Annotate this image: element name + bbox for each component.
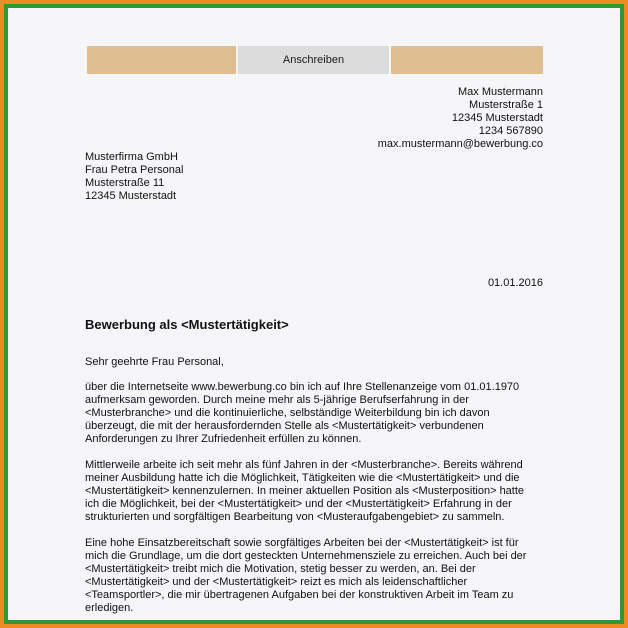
body-line: <Mustertätigkeit> und der <Mustertätigkeit> reizt es mich als leidenschaftlicher — [85, 576, 468, 588]
sender-name: Max Mustermann — [458, 86, 543, 98]
body-line: Eine hohe Einsatzbereitschaft sowie sorgfältiges Arbeiten bei der <Mustertätigkeit> ist für — [85, 537, 519, 549]
body-line: <Mustertätigkeit> kennenzulernen. In meiner aktuellen Position als <Musterposition> hatte — [85, 485, 525, 497]
body-line: meiner Ausbildung hatte ich die Möglichkeit, Tätigkeiten wie die <Mustertätigkeit> und die — [85, 472, 520, 484]
body-line: strukturierten und sorgfältigen Bearbeitung von <Musteraufgabengebiet> zu sammeln. — [85, 511, 505, 523]
inner-frame — [4, 4, 624, 624]
body-line: über die Internetseite www.bewerbung.co bin ich auf Ihre Stellenanzeige vom 01.01.1970 — [85, 381, 520, 393]
body-paragraph-2 — [85, 459, 545, 524]
body-paragraph-1 — [85, 381, 545, 446]
body-line: mich die Grundlage, um die dort gesteckten Unternehmensziele zu erreichen. Auch bei der — [85, 550, 527, 562]
header-tab-left — [87, 46, 236, 74]
body-paragraph-3 — [85, 537, 545, 615]
recipient-contact: Frau Petra Personal — [85, 164, 184, 176]
body-line: ich die Möglichkeit, bei der <Mustertätigkeit> und der <Mustertätigkeit> Erfahrung in der — [85, 498, 512, 510]
letter-page — [8, 8, 620, 620]
recipient-street: Musterstraße 11 — [85, 177, 165, 189]
recipient-city: 12345 Musterstadt — [85, 190, 177, 202]
header-tab-anschreiben[interactable]: Anschreiben — [238, 46, 389, 74]
sender-street: Musterstraße 1 — [469, 99, 543, 111]
sender-address — [378, 86, 543, 151]
header-tabs — [87, 46, 543, 74]
sender-city: 12345 Musterstadt — [451, 112, 543, 124]
body-line: überzeugt, die mit der herausfordernden Stelle als <Mustertätigkeit> verbundenen — [85, 420, 484, 432]
sender-email: max.mustermann@bewerbung.co — [377, 138, 543, 150]
letter-subject: Bewerbung als <Mustertätigkeit> — [85, 317, 289, 332]
letter-salutation: Sehr geehrte Frau Personal, — [85, 356, 224, 368]
body-line: aufmerksam geworden. Durch meine mehr als 5-jährige Berufserfahrung in der — [85, 394, 469, 406]
body-line: Mittlerweile arbeite ich seit mehr als fünf Jahren in der <Musterbranche>. Bereits während — [85, 459, 523, 471]
body-line: <Musterbranche> und die kontinuierliche, selbständige Weiterbildung bin ich davon — [85, 407, 490, 419]
body-line: Anforderungen zu Ihrer Zufriedenheit erfüllen zu können. — [85, 433, 362, 445]
header-tab-right — [391, 46, 543, 74]
letter-date: 01.01.2016 — [487, 277, 543, 289]
letter-body — [85, 381, 545, 620]
recipient-company: Musterfirma GmbH — [85, 151, 178, 163]
recipient-address — [85, 151, 183, 203]
body-line: <Teamsportler>, die mir übertragenen Aufgaben bei der konstruktiven Arbeit im Team zu — [85, 589, 514, 601]
body-line: erledigen. — [85, 602, 134, 614]
body-line: <Mustertätigkeit> treibt mich die Motivation, stetig besser zu werden, an. Bei der — [85, 563, 476, 575]
sender-phone: 1234 567890 — [478, 125, 543, 137]
